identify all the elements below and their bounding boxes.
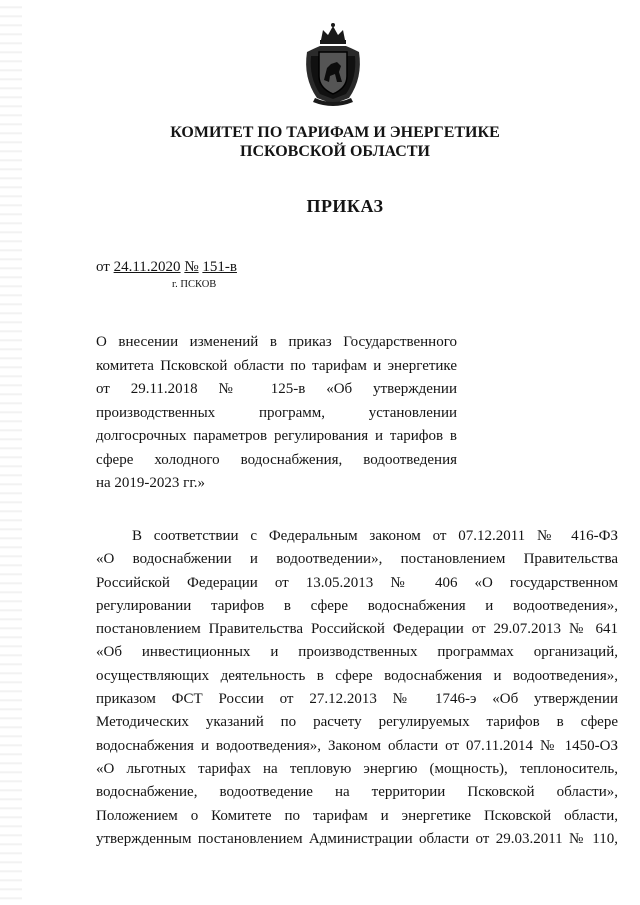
coat-of-arms-emblem — [301, 22, 365, 106]
order-number-sign: № — [184, 259, 199, 275]
order-date-number — [96, 259, 237, 276]
document-type-title: ПРИКАЗ — [306, 196, 384, 216]
order-subject — [96, 331, 457, 496]
body-line: регулировании тарифов в сфере водоснабжения и водоотведения», — [96, 597, 618, 614]
body-line: приказом ФСТ России от 27.12.2013 № 1746-э «Об утверждении — [96, 691, 618, 708]
org-name-line1: КОМИТЕТ ПО ТАРИФАМ И ЭНЕРГЕТИКЕ — [170, 124, 500, 141]
body-line: «Об инвестиционных и производственных программах организаций, — [96, 644, 618, 661]
subject-line: на 2019-2023 гг.» — [96, 475, 206, 491]
body-line: осуществляющих деятельность в сфере водоснабжения и водоотведения», — [96, 667, 618, 684]
order-city: г. ПСКОВ — [172, 279, 217, 290]
order-body — [96, 525, 618, 851]
subject-line: от 29.11.2018 № 125-в «Об утверждении — [96, 381, 457, 397]
body-line: постановлением Правительства Российской Федерации от 29.07.2013 № 641 — [96, 621, 618, 638]
order-number: 151-в — [202, 259, 237, 275]
order-date: 24.11.2020 — [113, 259, 181, 275]
body-line: Положением о Комитете по тарифам и энергетике Псковской области, — [96, 807, 618, 824]
body-line: «О льготных тарифах на тепловую энергию (мощность), теплоноситель, — [96, 760, 618, 777]
subject-line: долгосрочных параметров регулирования и тарифов — [96, 428, 444, 444]
subject-line: комитета Псковской области по тарифам и энергетике — [96, 357, 457, 374]
order-from-prefix: от — [96, 259, 110, 275]
subject-line: производственных программ, установлении — [96, 404, 457, 421]
body-line: водоснабжения и водоотведения», Законом области от 07.11.2014 № 1450-ОЗ — [96, 737, 618, 754]
body-line: В соответствии с Федеральным законом от 07.12.2011 № 416-ФЗ — [132, 528, 618, 544]
subject-line: О внесении изменений в приказ Государственного — [96, 334, 457, 350]
body-line: «О водоснабжении и водоотведении», постановлением Правительства — [96, 551, 618, 568]
subject-line: в сфере холодного водоснабжения, водоотведения — [96, 428, 458, 468]
body-line: Методических указаний по расчету регулируемых тарифов в сфере — [96, 714, 618, 731]
body-line: Российской Федерации от 13.05.2013 № 406 «О государственном — [96, 574, 618, 591]
org-name-line2: ПСКОВСКОЙ ОБЛАСТИ — [240, 143, 430, 160]
body-line: водоснабжение, водоотведение на территории Псковской области», — [96, 784, 618, 801]
body-line: утвержденным постановлением Администрации области от 29.03.2011 № 110, — [96, 830, 618, 847]
